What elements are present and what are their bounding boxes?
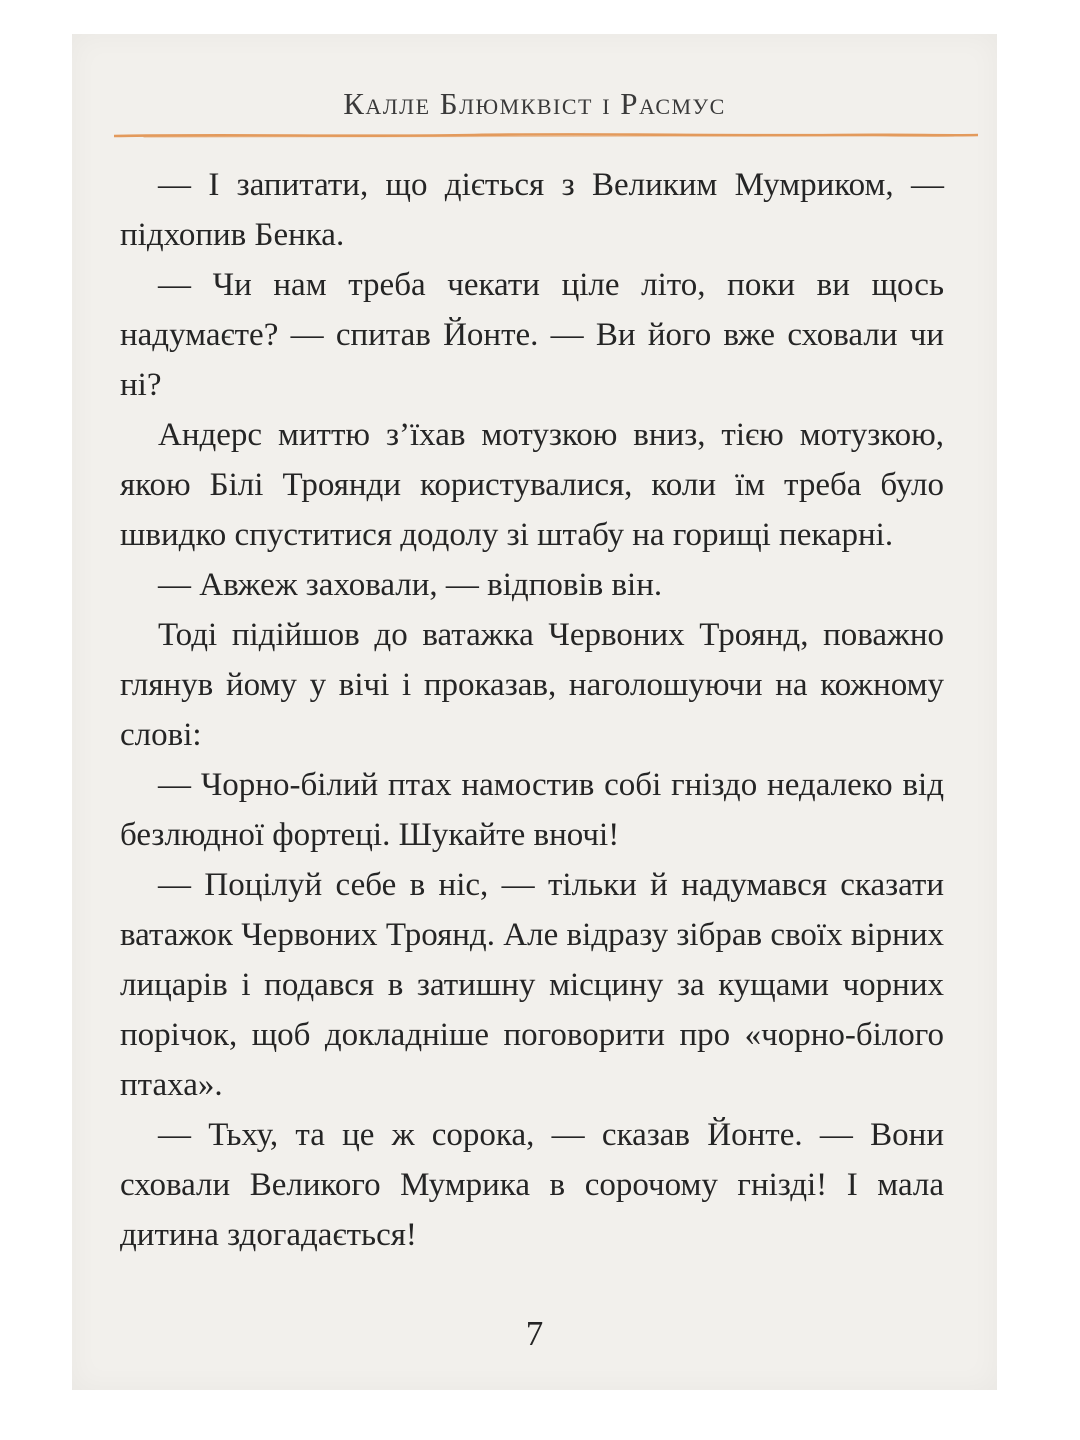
paragraph: — Авжеж заховали, — відповів він.	[158, 567, 663, 603]
paragraph: — Тьху, та це ж сорока, — сказав Йонте. — Вони сховали Великого Мумрика в сорочому гнізді! І мала дитина здогадається!	[120, 1117, 944, 1253]
body-text	[120, 160, 944, 1260]
header-rule	[114, 130, 978, 140]
paragraph: — Поцілуй себе в ніс, — тільки й надумався сказати ватажок Червоних Троянд. Але відразу зібрав своїх вірних лицарів і подався в затишну місцину за кущами чорних порічок, щоб докладніше поговорити про «чорно-білого птаха».	[120, 867, 944, 1103]
paragraph: Андерс миттю з’їхав мотузкою вниз, тією мотузкою, якою Білі Троянди користувалися, коли їм треба було швидко спуститися додолу зі штабу на горищі пекарні.	[120, 417, 944, 553]
book-page	[72, 34, 997, 1390]
page-number: 7	[525, 1314, 544, 1353]
paragraph: — Чи нам треба чекати ціле літо, поки ви щось надумаєте? — спитав Йонте. — Ви його вже сховали чи ні?	[120, 267, 944, 403]
running-head: Калле Блюмквіст і Расмус	[343, 86, 726, 121]
paragraph: — Чорно-білий птах намостив собі гніздо недалеко від безлюдної фортеці. Шукайте вночі!	[120, 767, 944, 853]
paragraph: — І запитати, що діється з Великим Мумриком, — підхопив Бенка.	[120, 167, 944, 253]
paragraph: Тоді підійшов до ватажка Червоних Троянд, поважно глянув йому у вічі і проказав, наголошуючи на кожному слові:	[120, 617, 944, 753]
